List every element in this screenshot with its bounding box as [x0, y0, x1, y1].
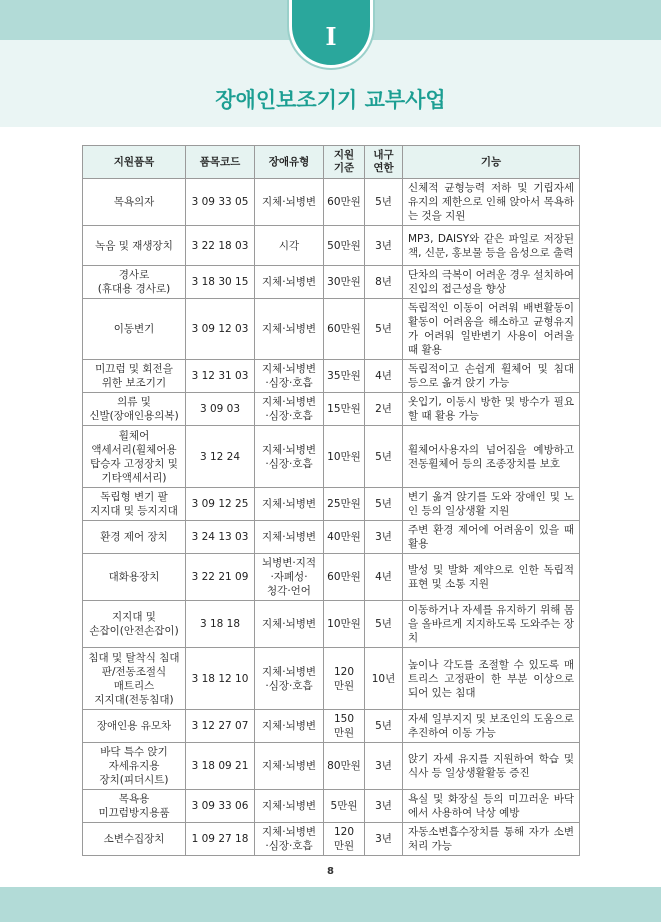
cell-function: 옷입기, 이동시 방한 및 방수가 필요할 때 활용 가능: [403, 393, 580, 426]
cell-years: 4년: [365, 554, 403, 601]
cell-item: 의류 및 신발(장애인용의복): [83, 393, 186, 426]
cell-years: 4년: [365, 360, 403, 393]
table-row: [83, 226, 580, 266]
table-row: [83, 743, 580, 790]
table-row: [83, 554, 580, 601]
cell-item: 녹음 및 재생장치: [83, 226, 186, 266]
cell-amount: 120 만원: [324, 648, 365, 710]
cell-type: 지체·뇌병변: [255, 179, 324, 226]
table-row: [83, 426, 580, 488]
cell-item: 대화용장치: [83, 554, 186, 601]
cell-type: 시각: [255, 226, 324, 266]
cell-amount: 10만원: [324, 426, 365, 488]
table-row: [83, 521, 580, 554]
cell-item: 소변수집장치: [83, 823, 186, 856]
cell-item: 휠체어 액세서리(휠체어용 탑승자 고정장치 및 기타액세서리): [83, 426, 186, 488]
cell-code: 3 18 18: [186, 601, 255, 648]
cell-years: 10년: [365, 648, 403, 710]
cell-type: 지체·뇌병변: [255, 299, 324, 360]
header-years: 내구 연한: [365, 146, 403, 179]
cell-code: 3 24 13 03: [186, 521, 255, 554]
cell-code: 3 18 12 10: [186, 648, 255, 710]
cell-item: 미끄럼 및 회전을 위한 보조기기: [83, 360, 186, 393]
page-title: 장애인보조기기 교부사업: [215, 88, 446, 112]
cell-function: 단차의 극복이 어려운 경우 설치하여 진입의 접근성을 향상: [403, 266, 580, 299]
cell-amount: 80만원: [324, 743, 365, 790]
cell-amount: 10만원: [324, 601, 365, 648]
header-type: 장애유형: [255, 146, 324, 179]
cell-code: 3 12 24: [186, 426, 255, 488]
cell-amount: 35만원: [324, 360, 365, 393]
cell-code: 3 09 03: [186, 393, 255, 426]
header-amount: 지원 기준: [324, 146, 365, 179]
cell-type: 지체·뇌병변 ·심장·호흡: [255, 426, 324, 488]
cell-amount: 60만원: [324, 299, 365, 360]
header-item: 지원품목: [83, 146, 186, 179]
cell-type: 뇌병변·지적 ·자폐성· 청각·언어: [255, 554, 324, 601]
cell-code: 1 09 27 18: [186, 823, 255, 856]
cell-code: 3 09 33 05: [186, 179, 255, 226]
cell-years: 5년: [365, 426, 403, 488]
cell-years: 8년: [365, 266, 403, 299]
cell-function: 신체적 균형능력 저하 및 기립자세 유지의 제한으로 인해 앉아서 목욕하는 것을 지원: [403, 179, 580, 226]
header-function: 기능: [403, 146, 580, 179]
cell-function: MP3, DAISY와 같은 파일로 저장된 책, 신문, 홍보물 등을 음성으로 출력: [403, 226, 580, 266]
cell-amount: 30만원: [324, 266, 365, 299]
cell-item: 목욕용 미끄럼방지용품: [83, 790, 186, 823]
table-row: [83, 790, 580, 823]
cell-item: 바닥 특수 앉기 자세유지용 장치(피더시트): [83, 743, 186, 790]
cell-function: 욕실 및 화장실 등의 미끄러운 바닥에서 사용하여 낙상 예방: [403, 790, 580, 823]
page-number: 8: [327, 866, 334, 877]
cell-code: 3 09 33 06: [186, 790, 255, 823]
cell-code: 3 09 12 03: [186, 299, 255, 360]
cell-function: 주변 환경 제어에 어려움이 있을 때 활용: [403, 521, 580, 554]
table-row: [83, 823, 580, 856]
cell-years: 3년: [365, 743, 403, 790]
cell-amount: 50만원: [324, 226, 365, 266]
cell-years: 5년: [365, 710, 403, 743]
cell-type: 지체·뇌병변: [255, 710, 324, 743]
cell-years: 3년: [365, 790, 403, 823]
cell-years: 3년: [365, 823, 403, 856]
cell-years: 5년: [365, 179, 403, 226]
cell-function: 독립적이고 손쉽게 휠체어 및 침대 등으로 옮겨 앉기 가능: [403, 360, 580, 393]
cell-code: 3 12 31 03: [186, 360, 255, 393]
cell-type: 지체·뇌병변: [255, 266, 324, 299]
cell-type: 지체·뇌병변 ·심장·호흡: [255, 393, 324, 426]
chapter-numeral: I: [325, 21, 337, 51]
table-row: [83, 710, 580, 743]
cell-code: 3 12 27 07: [186, 710, 255, 743]
cell-type: 지체·뇌병변: [255, 521, 324, 554]
cell-type: 지체·뇌병변: [255, 488, 324, 521]
cell-amount: 40만원: [324, 521, 365, 554]
cell-item: 독립형 변기 팔 지지대 및 등지지대: [83, 488, 186, 521]
cell-amount: 15만원: [324, 393, 365, 426]
table-row: [83, 393, 580, 426]
assistive-device-table: [82, 145, 580, 856]
cell-function: 자동소변흡수장치를 통해 자가 소변처리 가능: [403, 823, 580, 856]
cell-years: 3년: [365, 521, 403, 554]
table-row: [83, 360, 580, 393]
cell-item: 목욕의자: [83, 179, 186, 226]
cell-code: 3 22 21 09: [186, 554, 255, 601]
cell-years: 2년: [365, 393, 403, 426]
cell-years: 3년: [365, 226, 403, 266]
cell-item: 경사로 (휴대용 경사로): [83, 266, 186, 299]
cell-item: 지지대 및 손잡이(안전손잡이): [83, 601, 186, 648]
cell-type: 지체·뇌병변: [255, 743, 324, 790]
cell-code: 3 22 18 03: [186, 226, 255, 266]
cell-years: 5년: [365, 299, 403, 360]
cell-amount: 150 만원: [324, 710, 365, 743]
cell-function: 앉기 자세 유지를 지원하여 학습 및 식사 등 일상생활활동 증진: [403, 743, 580, 790]
cell-item: 이동변기: [83, 299, 186, 360]
cell-type: 지체·뇌병변 ·심장·호흡: [255, 648, 324, 710]
header-code: 품목코드: [186, 146, 255, 179]
table-row: [83, 601, 580, 648]
cell-type: 지체·뇌병변: [255, 790, 324, 823]
cell-function: 자세 일부지지 및 보조인의 도움으로 추진하여 이동 가능: [403, 710, 580, 743]
cell-code: 3 18 09 21: [186, 743, 255, 790]
cell-amount: 25만원: [324, 488, 365, 521]
cell-years: 5년: [365, 601, 403, 648]
footer-band: [0, 887, 661, 922]
table-header-row: [83, 146, 580, 179]
cell-function: 휠체어사용자의 넘어짐을 예방하고 전동휠체어 등의 조종장치를 보호: [403, 426, 580, 488]
cell-function: 발성 및 발화 제약으로 인한 독립적 표현 및 소통 지원: [403, 554, 580, 601]
cell-type: 지체·뇌병변 ·심장·호흡: [255, 360, 324, 393]
table-row: [83, 179, 580, 226]
table-row: [83, 299, 580, 360]
cell-function: 이동하거나 자세를 유지하기 위해 몸을 올바르게 지지하도록 도와주는 장치: [403, 601, 580, 648]
cell-function: 변기 옮겨 앉기를 도와 장애인 및 노인 등의 일상생활 지원: [403, 488, 580, 521]
cell-amount: 60만원: [324, 179, 365, 226]
cell-code: 3 09 12 25: [186, 488, 255, 521]
cell-amount: 120 만원: [324, 823, 365, 856]
cell-type: 지체·뇌병변: [255, 601, 324, 648]
cell-amount: 60만원: [324, 554, 365, 601]
table-body: [83, 179, 580, 856]
cell-item: 환경 제어 장치: [83, 521, 186, 554]
table-row: [83, 488, 580, 521]
table-row: [83, 648, 580, 710]
cell-amount: 5만원: [324, 790, 365, 823]
cell-item: 침대 및 탈착식 침대 판/전동조절식 매트리스 지지대(전동침대): [83, 648, 186, 710]
cell-function: 높이나 각도를 조절할 수 있도록 매트리스 고정판이 한 부분 이상으로 되어 있는 침대: [403, 648, 580, 710]
cell-item: 장애인용 유모차: [83, 710, 186, 743]
table-row: [83, 266, 580, 299]
cell-code: 3 18 30 15: [186, 266, 255, 299]
cell-years: 5년: [365, 488, 403, 521]
cell-type: 지체·뇌병변 ·심장·호흡: [255, 823, 324, 856]
cell-function: 독립적인 이동이 어려워 배변활동이 활동이 어려움을 해소하고 균형유지가 어려워 일반변기 사용이 어려울 때 활용: [403, 299, 580, 360]
